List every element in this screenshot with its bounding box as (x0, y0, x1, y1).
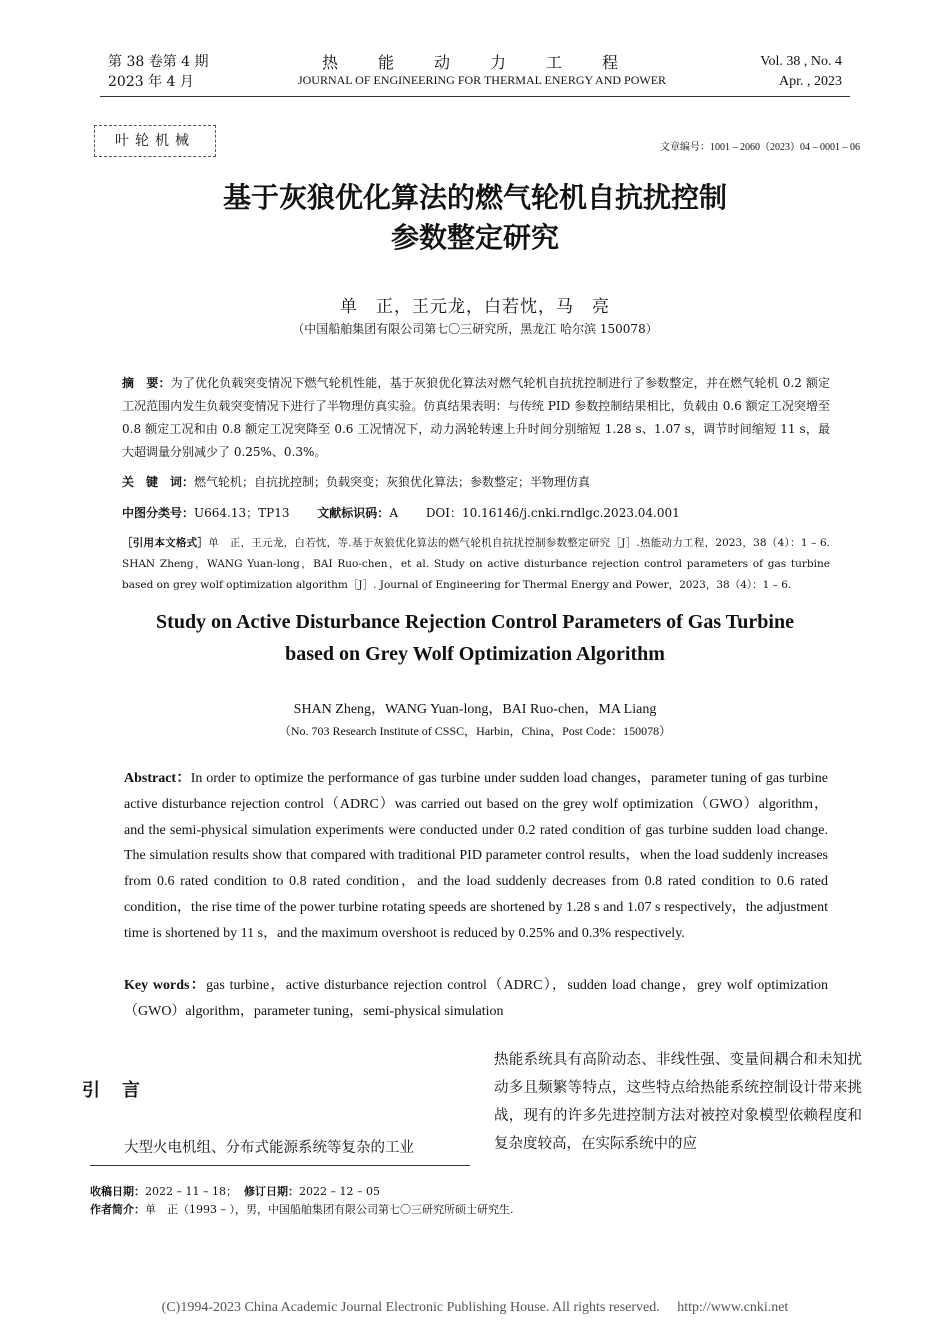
volume-issue-en: Vol. 38 , No. 4 (760, 54, 842, 69)
author-bio-label: 作者简介： (90, 1203, 145, 1216)
footnote-dates (90, 1183, 380, 1201)
abstract-cn-label: 摘 要： (122, 376, 171, 390)
journal-title-cn: 热能动力工程 (321, 53, 658, 72)
footnote-divider (90, 1165, 470, 1166)
abstract-en (124, 766, 828, 947)
intro-right-column: 热能系统具有高阶动态、非线性强、变量间耦合和未知扰动多且频繁等特点，这些特点给热能系统控制设计带来挑战，现有的许多先进控制方法对被控对象模型依赖程度和复杂度较高，在实际系统中的应 (494, 1052, 862, 1152)
intro-left-column: 大型火电机组、分布式能源系统等复杂的工业 (124, 1140, 414, 1156)
clc-label: 中图分类号： (122, 506, 195, 520)
abstract-en-text: In order to optimize the performance of gas turbine under sudden load changes，parameter tuning of gas turbine active disturbance rejection control（ADRC）was carried out based on the grey wolf optimization（GWO）algorithm，and the semi-physical simulation experiments were conducted under 0.2 rated condition of gas turbine sudden load change. The simulation results show that compared with traditional PID parameter control results，when the load suddenly increases from 0.6 rated condition to 0.8 rated condition，and the load suddenly decreases from 0.8 rated condition to 0.6 rated condition，the rise time of the power turbine rotating speeds are shortened by 1.28 s and 1.07 s respectively，the adjustment time is shortened by 11 s，and the maximum overshoot is reduced by 0.25% and 0.3% respectively. (124, 771, 828, 941)
doc-code: A (389, 506, 398, 520)
revised-label: 修订日期： (243, 1185, 299, 1198)
footnote-author (90, 1201, 513, 1219)
journal-title-en: JOURNAL OF ENGINEERING FOR THERMAL ENERGY AND POWER (297, 73, 667, 87)
paper-title-en-line-1: Study on Active Disturbance Rejection Control Parameters of Gas Turbine (156, 611, 794, 633)
doi: DOI：10.16146/j.cnki.rndlgc.2023.04.001 (425, 506, 680, 520)
citation-text: 单 正，王元龙，白若忱，等.基于灰狼优化算法的燃气轮机自抗扰控制参数整定研究［J］.热能动力工程，2023，38（4）：1 – 6. SHAN Zheng，WANG Yuan-long，BAI Ruo-chen，et al. Study on active disturbance rejection control parameters of gas turbine based on grey wolf optimization algorithm［J］. Journal of Engineering for Thermal Energy and Power，2023，38（4）：1 – 6. (122, 537, 830, 591)
received-date: 2022 – 11 – 18； (145, 1185, 237, 1198)
intro-heading: 引言 (82, 1080, 162, 1101)
affiliation-en: （No. 703 Research Institute of CSSC，Harbin，China，Post Code：150078） (278, 724, 672, 738)
citation-format (122, 533, 830, 596)
article-number: 文章编号：1001 – 2060（2023）04 – 0001 – 06 (660, 142, 860, 153)
date-en: Apr. , 2023 (779, 74, 842, 89)
abstract-en-label: Abstract： (124, 771, 191, 786)
doc-code-label: 文献标识码： (317, 506, 390, 520)
clc-code: U664.13；TP13 (194, 506, 290, 520)
author-bio: 单 正（1993 – ），男，中国船舶集团有限公司第七〇三研究所硕士研究生. (145, 1203, 514, 1216)
authors-en: SHAN Zheng，WANG Yuan-long，BAI Ruo-chen，MA Liang (293, 702, 657, 717)
paper-title-cn-line-1: 基于灰狼优化算法的燃气轮机自抗扰控制 (222, 181, 727, 214)
received-label: 收稿日期： (90, 1185, 145, 1198)
keywords-cn-text: 燃气轮机；自抗扰控制；负载突变；灰狼优化算法；参数整定；半物理仿真 (194, 475, 591, 489)
copyright-notice: (C)1994-2023 China Academic Journal Electronic Publishing House. All rights reserved. http://www.cnki.net (161, 1300, 789, 1315)
volume-issue-cn: 第 38 卷第 4 期 (108, 54, 209, 70)
keywords-en-label: Key words： (124, 978, 207, 993)
paper-title-en-line-2: based on Grey Wolf Optimization Algorithm (285, 643, 665, 665)
abstract-cn (122, 372, 830, 464)
keywords-en (124, 973, 828, 1025)
header-divider (100, 96, 850, 97)
keywords-cn (122, 472, 830, 492)
authors-cn: 单 正，王元龙，白若忱，马 亮 (340, 297, 610, 317)
header-volume-en (760, 52, 842, 92)
keywords-cn-label: 关 键 词： (122, 475, 195, 489)
keywords-en-text: gas turbine，active disturbance rejection control（ADRC），sudden load change，grey wolf optimization（GWO）algorithm，parameter tuning，semi-physical simulation (124, 978, 828, 1019)
header-volume-cn (108, 52, 209, 92)
citation-label: ［引用本文格式］ (122, 537, 209, 549)
classification-line (122, 503, 830, 523)
paper-title-cn (100, 178, 850, 258)
revised-date: 2022 – 12 – 05 (298, 1185, 380, 1198)
paper-title-cn-line-2: 参数整定研究 (390, 221, 559, 254)
section-tag: 叶轮机械 (94, 125, 216, 157)
affiliation-cn: （中国船舶集团有限公司第七〇三研究所，黑龙江 哈尔滨 150078） (292, 322, 658, 336)
date-cn: 2023 年 4 月 (108, 74, 194, 90)
abstract-cn-text: 为了优化负载突变情况下燃气轮机性能，基于灰狼优化算法对燃气轮机自抗扰控制进行了参数整定，并在燃气轮机 0.2 额定工况范围内发生负载突变情况下进行了半物理仿真实验。仿真结果表明：与传统 PID 参数控制结果相比，负载由 0.6 额定工况突增至 0.8 额定工况和由 0.8 额定工况突降至 0.6 工况情况下，动力涡轮转速上升时间分别缩短 1.28 s、1.07 s，调节时间缩短 11 s，最大超调量分别减少了 0.25%、0.3%。 (122, 376, 830, 459)
paper-title-en (100, 606, 850, 670)
